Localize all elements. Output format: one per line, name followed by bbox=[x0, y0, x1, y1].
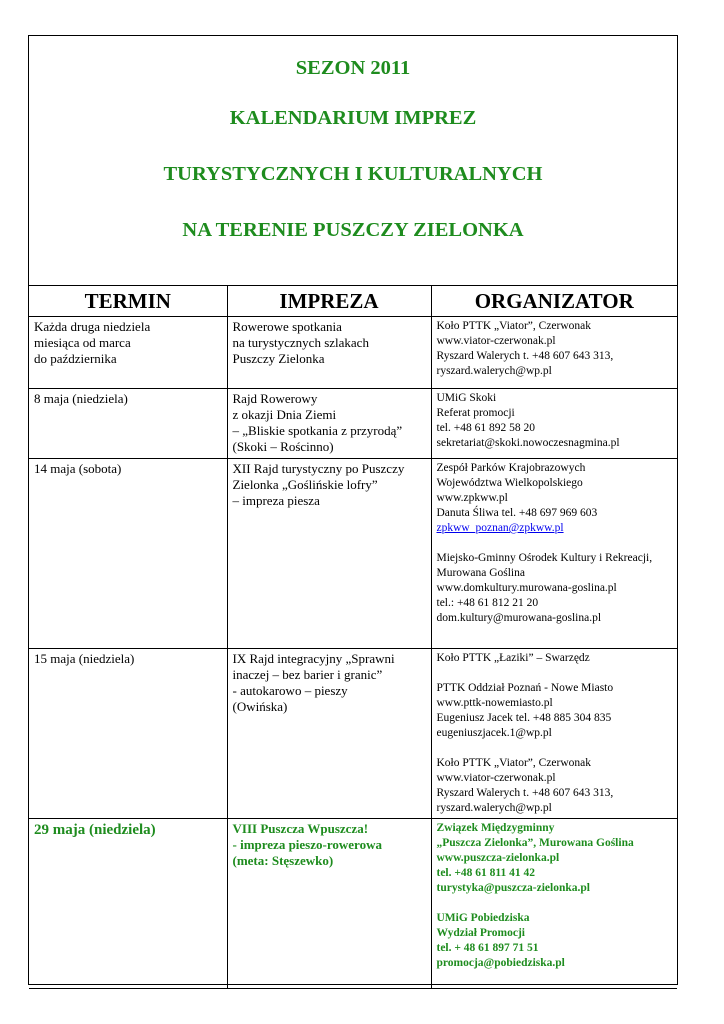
impreza-text: Rajd Rowerowy z okazji Dnia Ziemi – „Bliskie spotkania z przyrodą” (Skoki – Rościnno) bbox=[232, 391, 403, 454]
termin-cell bbox=[29, 649, 227, 819]
organizer-block: UMiG Pobiedziska Wydział Promocji tel. + 48 61 897 71 51 promocja@pobiedziska.pl bbox=[436, 912, 565, 969]
organizer-block: Koło PTTK „Viator”, Czerwonak www.viator-czerwonak.pl Ryszard Walerych t. +48 607 643 313, ryszard.walerych@wp.pl bbox=[436, 757, 614, 814]
organizer-email-link[interactable]: zpkww_poznan@zpkww.pl bbox=[436, 522, 564, 534]
termin-text: 15 maja (niedziela) bbox=[34, 651, 135, 666]
column-header-termin: TERMIN bbox=[29, 286, 227, 317]
impreza-cell bbox=[227, 649, 431, 819]
impreza-text: XII Rajd turystyczny po Puszczy Zielonka „Goślińskie lofry” – impreza piesza bbox=[232, 461, 405, 508]
table-header-row bbox=[29, 286, 677, 317]
impreza-cell bbox=[227, 819, 431, 989]
column-header-organizator: ORGANIZATOR bbox=[431, 286, 677, 317]
impreza-text: IX Rajd integracyjny „Sprawni inaczej – bez barier i granic” - autokarowo – pieszy (Owińska) bbox=[232, 651, 395, 714]
events-table bbox=[29, 286, 677, 989]
organizator-cell bbox=[431, 459, 677, 649]
termin-cell bbox=[29, 819, 227, 989]
termin-text: 29 maja (niedziela) bbox=[34, 822, 156, 838]
organizator-cell bbox=[431, 649, 677, 819]
calendar-subtitle: TURYSTYCZNYCH I KULTURALNYCH bbox=[163, 163, 543, 185]
header-box bbox=[29, 36, 677, 286]
termin-text: 14 maja (sobota) bbox=[34, 461, 122, 476]
organizer-block: PTTK Oddział Poznań - Nowe Miasto www.pttk-nowemiasto.pl Eugeniusz Jacek tel. +48 885 304 835 eugeniuszjacek.1@wp.pl bbox=[436, 682, 614, 739]
organizator-cell bbox=[431, 819, 677, 989]
impreza-cell bbox=[227, 389, 431, 459]
organizer-block: Miejsko-Gminny Ośrodek Kultury i Rekreacji, Murowana Goślina www.domkultury.murowana-goslina.pl tel.: +48 61 812 21 20 dom.kultury@murowana-goslina.pl bbox=[436, 552, 653, 624]
table-row bbox=[29, 459, 677, 649]
organizer-block: Koło PTTK „Łaziki” – Swarzędz bbox=[436, 652, 590, 664]
organizator-cell bbox=[431, 389, 677, 459]
termin-text: Każda druga niedziela miesiąca od marca do października bbox=[34, 319, 151, 366]
table-row bbox=[29, 389, 677, 459]
organizer-block: Związek Międzygminny „Puszcza Zielonka”, Murowana Goślina www.puszcza-zielonka.pl tel. +48 61 811 41 42 turystyka@puszcza-zielonka.pl bbox=[436, 822, 634, 894]
calendar-region: NA TERENIE PUSZCZY ZIELONKA bbox=[182, 219, 524, 241]
table-row bbox=[29, 317, 677, 389]
termin-text: 8 maja (niedziela) bbox=[34, 391, 128, 406]
table-row bbox=[29, 649, 677, 819]
termin-cell bbox=[29, 459, 227, 649]
impreza-cell bbox=[227, 459, 431, 649]
season-title: SEZON 2011 bbox=[295, 57, 411, 79]
impreza-text: Rowerowe spotkania na turystycznych szlakach Puszczy Zielonka bbox=[232, 319, 369, 366]
organizer-block: Koło PTTK „Viator”, Czerwonak www.viator-czerwonak.pl Ryszard Walerych t. +48 607 643 313, ryszard.walerych@wp.pl bbox=[436, 320, 614, 377]
organizer-details: Zespół Parków Krajobrazowych Województwa Wielkopolskiego www.zpkww.pl Danuta Śliwa tel. +48 697 969 603 bbox=[436, 462, 598, 519]
column-header-impreza: IMPREZA bbox=[227, 286, 431, 317]
termin-cell bbox=[29, 317, 227, 389]
organizator-cell bbox=[431, 317, 677, 389]
impreza-cell bbox=[227, 317, 431, 389]
termin-cell bbox=[29, 389, 227, 459]
table-row-highlighted bbox=[29, 819, 677, 989]
impreza-text: VIII Puszcza Wpuszcza! - impreza pieszo-rowerowa (meta: Stęszewko) bbox=[232, 821, 382, 868]
organizer-block bbox=[437, 461, 673, 536]
calendar-title: KALENDARIUM IMPREZ bbox=[229, 107, 477, 129]
page-frame bbox=[28, 35, 678, 985]
organizer-block: UMiG Skoki Referat promocji tel. +48 61 892 58 20 sekretariat@skoki.nowoczesnagmina.pl bbox=[436, 392, 620, 449]
